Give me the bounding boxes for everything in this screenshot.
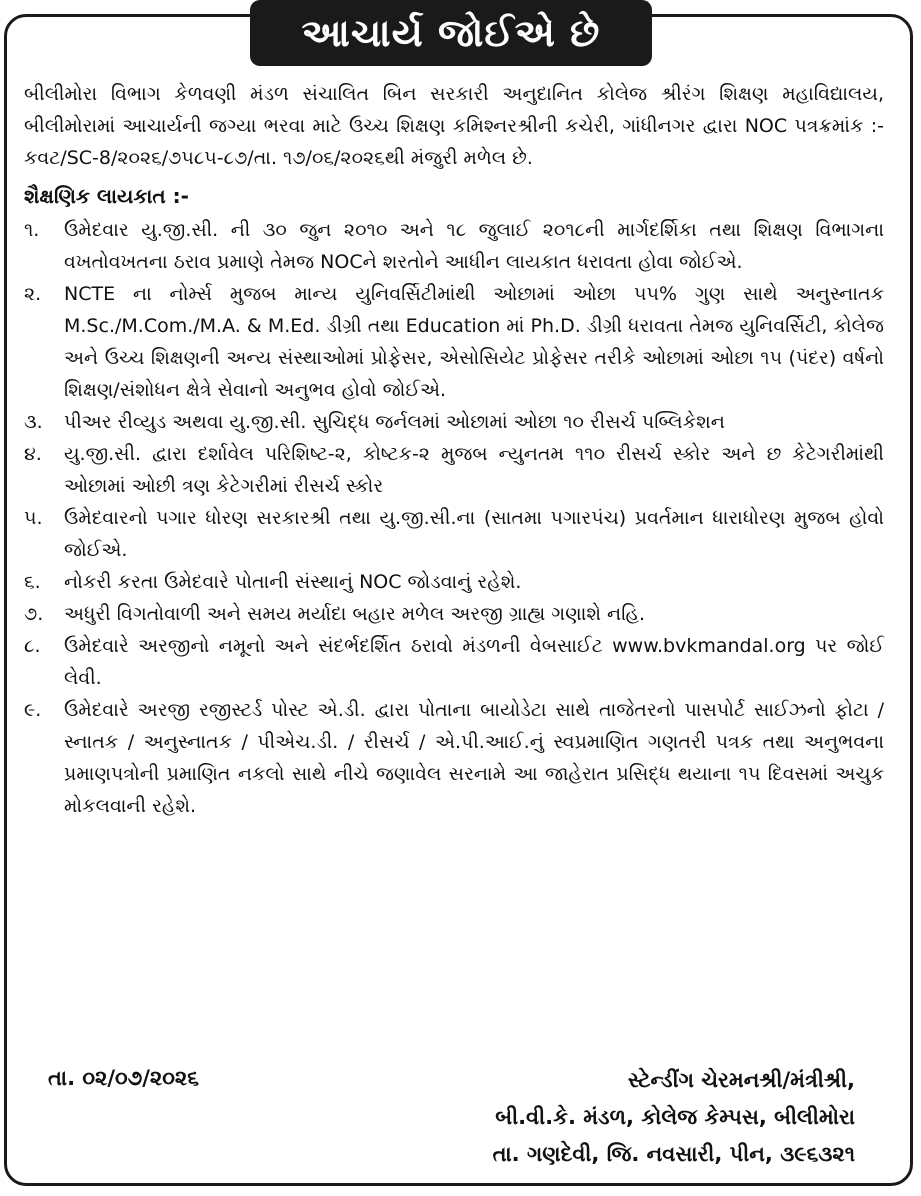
item-text: નોકરી કરતા ઉમેદવારે પોતાની સંસ્થાનું NOC જોડવાનું રહેશે. <box>64 571 522 593</box>
item-number: ૯. <box>24 699 42 721</box>
item-text: પીઅર રીવ્યુડ અથવા યુ.જી.સી. સુચિદ્ધ જર્નલમાં ઓછામાં ઓછા ૧૦ રીસર્ચ પબ્લિકેશન <box>64 411 725 433</box>
list-item <box>24 502 884 566</box>
item-number: ૪. <box>24 443 42 465</box>
item-number: ૫. <box>24 507 43 529</box>
list-item <box>24 694 884 822</box>
list-item <box>24 598 884 630</box>
item-number: ૨. <box>24 283 42 305</box>
item-number: ૧. <box>24 219 40 241</box>
item-number: ૬. <box>24 571 41 593</box>
signature-block <box>493 1062 855 1173</box>
notice-title-band <box>250 0 652 66</box>
qualifications-heading: શૈક્ષણિક લાયકાત :- <box>24 184 189 208</box>
item-text: ઉમેદવારે અરજી રજીસ્ટર્ડ પોસ્ટ એ.ડી. દ્વારા પોતાના બાયોડેટા સાથે તાજેતરનો પાસપોર્ટ સાઈઝનો ફોટા / સ્નાતક / અનુસ્નાતક / પીએચ.ડી. / રીસર્ચ / એ.પી.આઈ.નું સ્વપ્રમાણિત ગણતરી પત્રક તથા અનુભવના પ્રમાણપત્રોની પ્રમાણિત નકલો સાથે નીચે જણાવેલ સરનામે આ જાહેરાત પ્રસિદ્ધ થયાના ૧૫ દિવસમાં અચુક મોકલવાની રહેશે. <box>64 699 884 817</box>
signature-line-3: તા. ગણદેવી, જિ. નવસારી, પીન, ૩૯૬૩૨૧ <box>492 1142 855 1166</box>
list-item <box>24 278 884 406</box>
notice-title: આચાર્ય જોઈએ છે <box>301 10 601 55</box>
notice-date: તા. ૦૨/૦૭/૨૦૨૬ <box>48 1066 199 1090</box>
item-text: ઉમેદવાર યુ.જી.સી. ની ૩૦ જુન ૨૦૧૦ અને ૧૮ જુલાઈ ૨૦૧૮ની માર્ગદર્શિકા તથા શિક્ષણ વિભાગના વખતોવખતના ઠરાવ પ્રમાણે તેમજ NOCને શરતોને આધીન લાયકાત ધરાવતા હોવા જોઈએ. <box>64 219 884 273</box>
list-item <box>24 566 884 598</box>
item-number: ૮. <box>24 635 41 657</box>
item-number: ૩. <box>24 411 43 433</box>
signature-line-2: બી.વી.કે. મંડળ, કોલેજ કેમ્પસ, બીલીમોરા <box>495 1105 855 1129</box>
item-number: ૭. <box>24 603 44 625</box>
list-item <box>24 214 884 278</box>
list-item <box>24 630 884 694</box>
notice-body <box>24 78 884 822</box>
intro-paragraph: બીલીમોરા વિભાગ કેળવણી મંડળ સંચાલિત બિન સરકારી અનુદાનિત કોલેજ શ્રીરંગ શિક્ષણ મહાવિદ્યાલય, બીલીમોરામાં આચાર્યની જગ્યા ભરવા માટે ઉચ્ચ શિક્ષણ કમિશ્નરશ્રીની કચેરી, ગાંધીનગર દ્વારા NOC પત્રક્રમાંક :- કવટ/SC-8/૨૦૨૬/૭૫૮૫-૮૭/તા. ૧૭/૦૬/૨૦૨૬થી મંજુરી મળેલ છે. <box>24 83 884 169</box>
item-text: ઉમેદવારે અરજીનો નમૂનો અને સંદર્ભદર્શિત ઠરાવો મંડળની વેબસાઈટ www.bvkmandal.org પર જોઈ લેવી. <box>64 635 884 689</box>
list-item <box>24 406 884 438</box>
signature-line-1: સ્ટેન્ડીંગ ચેરમનશ્રી/મંત્રીશ્રી, <box>627 1068 855 1092</box>
qualifications-list <box>24 214 884 822</box>
list-item <box>24 438 884 502</box>
item-text: NCTE ના નોર્મ્સ મુજબ માન્ય યુનિવર્સિટીમાંથી ઓછામાં ઓછા ૫૫% ગુણ સાથે અનુસ્નાતક M.Sc./M.Com./M.A. & M.Ed. ડીગ્રી તથા Education માં Ph.D. ડીગ્રી ધરાવતા તેમજ યુનિવર્સિટી, કોલેજ અને ઉચ્ચ શિક્ષણની અન્ય સંસ્થાઓમાં પ્રોફેસર, એસોસિયેટ પ્રોફેસર તરીકે ઓછામાં ઓછા ૧૫ (પંદર) વર્ષનો શિક્ષણ/સંશોધન ક્ષેત્રે સેવાનો અનુભવ હોવો જોઈએ. <box>64 283 884 401</box>
item-text: ઉમેદવારનો પગાર ધોરણ સરકારશ્રી તથા યુ.જી.સી.ના (સાતમા પગારપંચ) પ્રવર્તમાન ધારાધોરણ મુજબ હોવો જોઈએ. <box>64 507 884 561</box>
item-text: યુ.જી.સી. દ્વારા દર્શાવેલ પરિશિષ્ટ-૨, કોષ્ટક-૨ મુજબ ન્યુનતમ ૧૧૦ રીસર્ચ સ્કોર અને છ કેટેગરીમાંથી ઓછામાં ઓછી ત્રણ કેટેગરીમાં રીસર્ચ સ્કોર <box>64 443 884 497</box>
item-text: અધુરી વિગતોવાળી અને સમય મર્યાદા બહાર મળેલ અરજી ગ્રાહ્ય ગણાશે નહિ. <box>64 603 646 625</box>
